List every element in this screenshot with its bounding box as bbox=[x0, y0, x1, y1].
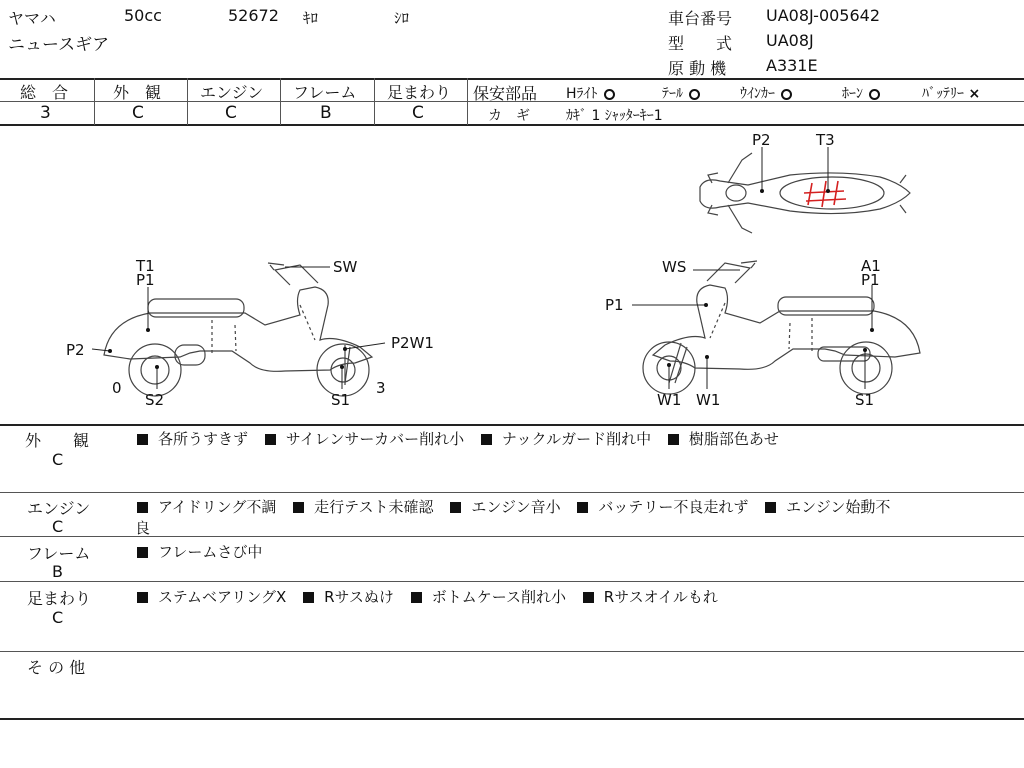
frame-no-label: 車台番号 bbox=[668, 9, 733, 28]
label-p2-top: P2 bbox=[752, 131, 771, 149]
note-item: Rサスオイルもれ bbox=[603, 588, 718, 606]
notes-frame-label: フレーム bbox=[27, 544, 91, 563]
notes-bottom-border bbox=[0, 718, 1024, 720]
damage-mark-t3 bbox=[804, 181, 846, 207]
mileage-unit: ｷﾛ bbox=[303, 9, 319, 27]
ok-circle-icon bbox=[604, 89, 615, 100]
notes-other-label: そ の 他 bbox=[27, 658, 86, 677]
winker-label: ｳｲﾝｶｰ bbox=[740, 86, 775, 102]
notes-engine-grade: C bbox=[52, 517, 64, 536]
suspension-grade-label: 足まわり bbox=[387, 83, 452, 102]
suspension-grade: C bbox=[412, 103, 424, 123]
ok-circle-icon bbox=[781, 89, 792, 100]
key-label: カ ギ bbox=[488, 108, 530, 124]
grade-divider bbox=[94, 78, 95, 125]
notes-frame-grade: B bbox=[52, 562, 63, 581]
label-3: 3 bbox=[376, 379, 386, 397]
bullet-icon bbox=[577, 502, 588, 513]
battery-item bbox=[922, 83, 980, 103]
horn-label: ﾎｰﾝ bbox=[842, 86, 863, 102]
label-p2w1: P2W1 bbox=[391, 334, 434, 352]
winker-item bbox=[740, 83, 792, 103]
grade-divider bbox=[467, 78, 468, 125]
grade-divider bbox=[280, 78, 281, 125]
notes-engine-wrap: 良 bbox=[135, 519, 151, 537]
battery-cross-icon: × bbox=[968, 86, 981, 102]
frame-grade: B bbox=[320, 103, 332, 123]
mileage: 52672 bbox=[228, 6, 279, 25]
note-item: アイドリング不調 bbox=[158, 498, 277, 516]
taillight-item bbox=[662, 83, 700, 103]
note-item: 樹脂部色あせ bbox=[688, 430, 779, 448]
label-w1-a: W1 bbox=[657, 391, 682, 409]
type-value: UA08J bbox=[766, 31, 814, 50]
note-item: ナックルガード削れ中 bbox=[501, 430, 652, 448]
label-t1: T1 bbox=[136, 257, 155, 275]
frame-no: UA08J-005642 bbox=[766, 6, 881, 25]
grade-divider bbox=[187, 78, 188, 125]
label-w1-b: W1 bbox=[696, 391, 721, 409]
bullet-icon bbox=[450, 502, 461, 513]
note-item: 走行テスト未確認 bbox=[314, 498, 434, 516]
bullet-icon bbox=[765, 502, 776, 513]
note-item: エンジン音小 bbox=[471, 498, 561, 516]
horn-item bbox=[842, 83, 880, 103]
diagram-labels bbox=[66, 131, 881, 409]
bullet-icon bbox=[137, 502, 148, 513]
notes-suspension-label: 足まわり bbox=[27, 589, 92, 608]
label-s1-right: S1 bbox=[855, 391, 875, 409]
notes-suspension-grade: C bbox=[52, 608, 64, 627]
key-value: ｶｷﾞ 1 ｼｬｯﾀｰｷｰ1 bbox=[566, 108, 663, 124]
taillight-label: ﾃｰﾙ bbox=[662, 86, 683, 102]
bullet-icon bbox=[137, 592, 148, 603]
bullet-icon bbox=[293, 502, 304, 513]
label-p1-right: P1 bbox=[861, 271, 880, 289]
exterior-grade: C bbox=[132, 103, 144, 123]
bullet-icon bbox=[137, 547, 148, 558]
displacement: 50cc bbox=[124, 6, 162, 25]
label-s2: S2 bbox=[145, 391, 165, 409]
headlight-label: Hﾗｲﾄ bbox=[566, 86, 598, 102]
label-s1: S1 bbox=[331, 391, 351, 409]
notes-divider bbox=[0, 581, 1024, 582]
label-ws: WS bbox=[662, 258, 687, 276]
bullet-icon bbox=[668, 434, 679, 445]
notes-suspension-items bbox=[137, 586, 730, 607]
headlight-item bbox=[566, 83, 615, 103]
engine-value: A331E bbox=[766, 56, 818, 75]
bullet-icon bbox=[583, 592, 594, 603]
notes-exterior-label: 外 観 bbox=[25, 431, 90, 450]
engine-label: 原 動 機 bbox=[668, 59, 727, 78]
label-0: 0 bbox=[112, 379, 122, 397]
notes-divider bbox=[0, 492, 1024, 493]
note-item: エンジン始動不 bbox=[786, 498, 891, 516]
label-p2: P2 bbox=[66, 341, 85, 359]
maker: ヤマハ bbox=[8, 9, 56, 28]
notes-engine-items bbox=[137, 496, 890, 517]
battery-label: ﾊﾞｯﾃﾘｰ bbox=[922, 86, 964, 102]
label-p1: P1 bbox=[136, 271, 155, 289]
type-label: 型 式 bbox=[668, 34, 733, 53]
note-item: ボトムケース削れ小 bbox=[431, 588, 566, 606]
safety-label: 保安部品 bbox=[473, 84, 538, 103]
bullet-icon bbox=[265, 434, 276, 445]
note-item: Rサスぬけ bbox=[324, 588, 394, 606]
note-item: バッテリー不良走れず bbox=[598, 498, 749, 516]
frame-grade-label: フレーム bbox=[293, 83, 357, 102]
label-p1-front: P1 bbox=[605, 296, 624, 314]
notes-frame-items bbox=[137, 541, 274, 562]
notes-divider bbox=[0, 651, 1024, 652]
color-value: ｼﾛ bbox=[394, 9, 410, 27]
notes-exterior-items bbox=[137, 428, 791, 449]
notes-divider bbox=[0, 536, 1024, 537]
bullet-icon bbox=[137, 434, 148, 445]
engine-grade: C bbox=[225, 103, 237, 123]
notes-engine-label: エンジン bbox=[27, 499, 91, 518]
ok-circle-icon bbox=[869, 89, 880, 100]
marker-dots bbox=[108, 189, 874, 369]
bullet-icon bbox=[411, 592, 422, 603]
note-item: 各所うすきず bbox=[158, 430, 249, 448]
inspection-diagram bbox=[0, 125, 1024, 425]
bullet-icon bbox=[303, 592, 314, 603]
bullet-icon bbox=[481, 434, 492, 445]
ok-circle-icon bbox=[689, 89, 700, 100]
engine-grade-label: エンジン bbox=[200, 83, 264, 102]
note-item: フレームさび中 bbox=[158, 543, 263, 561]
note-item: ステムベアリングX bbox=[158, 588, 287, 606]
overall-label: 総 合 bbox=[20, 83, 69, 102]
overall-grade: 3 bbox=[40, 103, 51, 123]
model-name: ニュースギア bbox=[8, 35, 110, 55]
note-item: サイレンサーカバー削れ小 bbox=[285, 430, 465, 448]
label-t3: T3 bbox=[816, 131, 835, 149]
label-sw: SW bbox=[333, 258, 358, 276]
notes-exterior-grade: C bbox=[52, 450, 64, 469]
notes-top-border bbox=[0, 424, 1024, 426]
label-a1: A1 bbox=[861, 257, 881, 275]
exterior-label: 外 観 bbox=[113, 83, 162, 102]
grade-divider bbox=[374, 78, 375, 125]
